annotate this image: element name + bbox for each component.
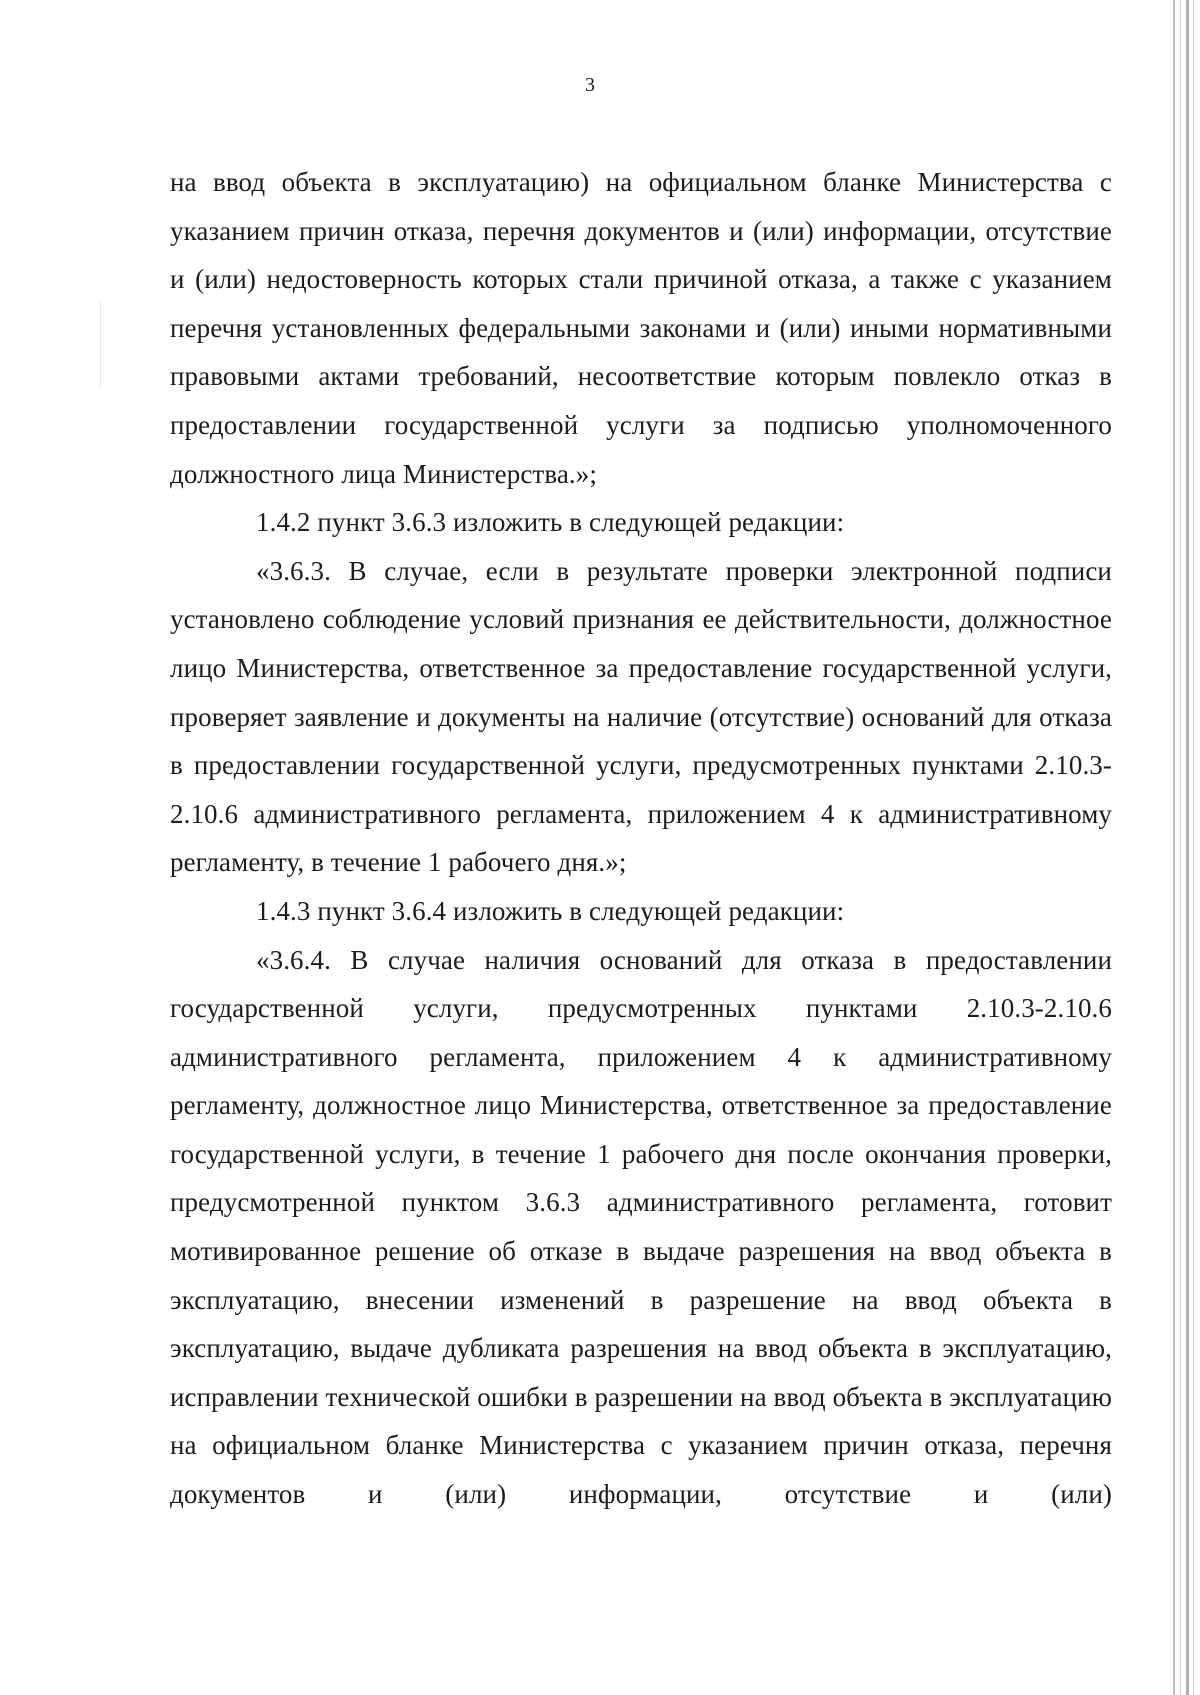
page-number: 3 — [585, 74, 595, 96]
scan-edge-line — [1193, 0, 1194, 1695]
scan-edge-line — [1186, 0, 1189, 1695]
scan-edge-line — [1173, 0, 1175, 1695]
paragraph-item-1-4-2: 1.4.2 пункт 3.6.3 изложить в следующей редакции: — [256, 507, 845, 538]
paragraph-clause-3-6-4: «3.6.4. В случае наличия оснований для отказа в предоставлении государственной услуги, предусмотренных пунктами 2.10.3-2.10.6 административного регламента, приложением 4 к административному регламенту, должностное лицо Министерства, ответственное за предоставление государственной услуги, в течение 1 рабочего дня после окончания проверки, предусмотренной пунктом 3.6.3 административного регламента, готовит мотивированное решение об отказе в выдаче разрешения на ввод объекта в эксплуатацию, внесении изменений в разрешение на ввод объекта в эксплуатацию, выдаче дубликата разрешения на ввод объекта в эксплуатацию, исправлении технической ошибки в разрешении на ввод объекта в эксплуатацию на официальном бланке Министерства с указанием причин отказа, перечня документов и (или) информации, отсутствие и (или) — [170, 944, 1112, 1510]
paragraph-item-1-4-3: 1.4.3 пункт 3.6.4 изложить в следующей редакции: — [256, 895, 845, 926]
paragraph-clause-3-6-3: «3.6.3. В случае, если в результате проверки электронной подписи установлено соблюдение условий признания ее действительности, должностное лицо Министерства, ответственное за предоставление государственной услуги, проверяет заявление и документы на наличие (отсутствие) оснований для отказа в предоставлении государственной услуги, предусмотренных пунктами 2.10.3-2.10.6 административного регламента, приложением 4 к административному регламенту, в течение 1 рабочего дня.»; — [170, 555, 1112, 878]
document-body — [170, 158, 1112, 1519]
paragraph-continuation: на ввод объекта в эксплуатацию) на официальном бланке Министерства с указанием причин отказа, перечня документов и (или) информации, отсутствие и (или) недостоверность которых стали причиной отказа, а также с указанием перечня установленных федеральными законами и (или) иными нормативными правовыми актами требований, несоответствие которым повлекло отказ в предоставлении государственной услуги за подписью уполномоченного должностного лица Министерства.»; — [170, 167, 1112, 489]
scan-speck — [100, 300, 101, 390]
scan-edge-line — [1180, 0, 1181, 1695]
